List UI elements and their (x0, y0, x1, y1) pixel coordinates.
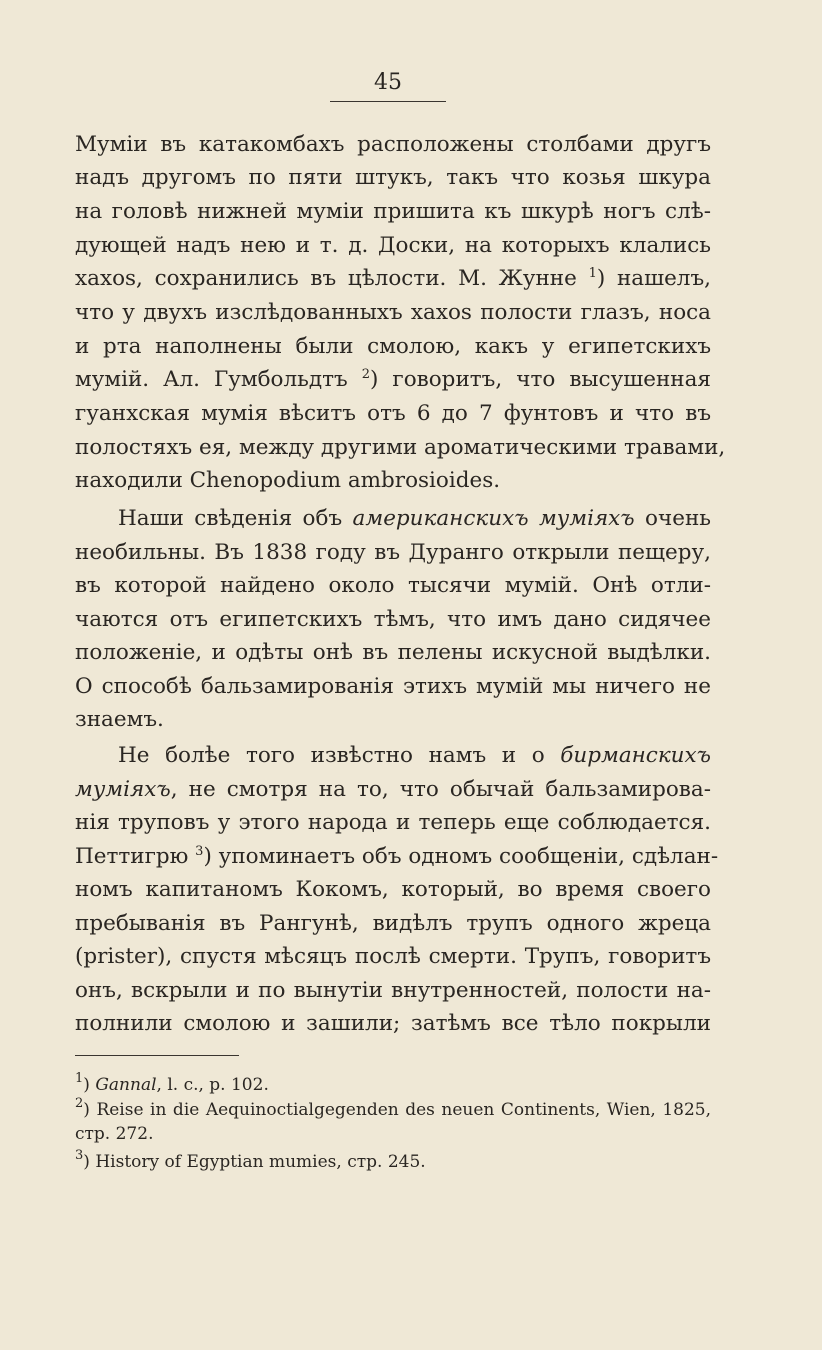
text-line: находили Chenopodium ambrosioides. (75, 468, 501, 493)
footnote-rule (75, 1055, 239, 1056)
text-line: муміяхъ, не смотря на то, что обычай бальзамирова- (75, 777, 711, 802)
text-line: надъ другомъ по пяти штукъ, такъ что козья шкура (75, 165, 711, 190)
text-line: необильны. Въ 1838 году въ Дуранго открыли пещеру, (75, 540, 711, 565)
text-line: О способѣ бальзамированія этихъ мумій мы ничего не (75, 674, 711, 699)
header-rule (330, 101, 446, 102)
text-line: Петтигрю $^3$) упоминаетъ объ одномъ сообщеніи, сдѣлан- (75, 844, 719, 869)
text-line: Не болѣе того извѣстно намъ и о бирманскихъ (118, 743, 711, 768)
text-line: онъ, вскрыли и по вынутіи внутренностей, полости на- (75, 978, 711, 1003)
text-line: мумій. Ал. Гумбольдтъ $^2$) говоритъ, что высушенная (75, 367, 711, 392)
text-line: знаемъ. (75, 707, 164, 732)
text-line: и рта наполнены были смолою, какъ у египетскихъ (75, 334, 711, 359)
italic-term: американскихъ муміяхъ (352, 506, 635, 531)
text-line: пребыванія въ Рангунѣ, видѣлъ трупъ одного жреца (75, 911, 711, 936)
text-line: полнили смолою и зашили; затѣмъ все тѣло покрыли (75, 1011, 711, 1036)
footnote-ref: 1 (588, 266, 597, 281)
text-line: хахоs, сохранились въ цѣлости. М. Жунне $^1$) нашелъ, (75, 266, 711, 291)
page-number: 45 (374, 70, 402, 95)
footnote-ref: 2 (361, 367, 370, 382)
italic-term: бирманскихъ (560, 743, 711, 768)
text-line: Наши свѣденія объ американскихъ муміяхъ очень (118, 506, 711, 531)
text-line: номъ капитаномъ Кокомъ, который, во время своего (75, 877, 711, 902)
text-line: что у двухъ изслѣдованныхъ хахоs полости глазъ, носа (75, 300, 711, 325)
footnote-1: $^1$) Gannal, l. c., p. 102. (75, 1071, 269, 1095)
footnote-2-continuation: стр. 272. (75, 1124, 154, 1144)
italic-term: муміяхъ (75, 777, 171, 802)
text-line: гуанхская мумія вѣситъ отъ 6 до 7 фунтовъ и что въ (75, 401, 711, 426)
text-line: (prister), спустя мѣсяцъ послѣ смерти. Трупъ, говоритъ (75, 944, 711, 969)
text-line: положеніе, и одѣты онѣ въ пелены искусной выдѣлки. (75, 640, 711, 665)
text-line: дующей надъ нею и т. д. Доски, на которыхъ клались (75, 233, 711, 258)
footnote-3: $^3$) History of Egyptian mumies, стр. 245. (75, 1148, 426, 1172)
text-line: нія труповъ у этого народа и теперь еще соблюдается. (75, 810, 711, 835)
text-line: на головѣ нижней муміи пришита къ шкурѣ ногъ слѣ- (75, 199, 711, 224)
footnote-2: $^2$) Reise in die Aequinoctialgegenden des neuen Continents, Wien, 1825, (75, 1096, 711, 1120)
footnote-ref: 3 (195, 844, 204, 859)
text-line: Муміи въ катакомбахъ расположены столбами другъ (75, 132, 711, 157)
text-line: чаются отъ египетскихъ тѣмъ, что имъ дано сидячее (75, 607, 711, 632)
text-line: полостяхъ ея, между другими ароматическими травами, (75, 435, 726, 460)
text-line: въ которой найдено около тысячи мумій. Онѣ отли- (75, 573, 711, 598)
